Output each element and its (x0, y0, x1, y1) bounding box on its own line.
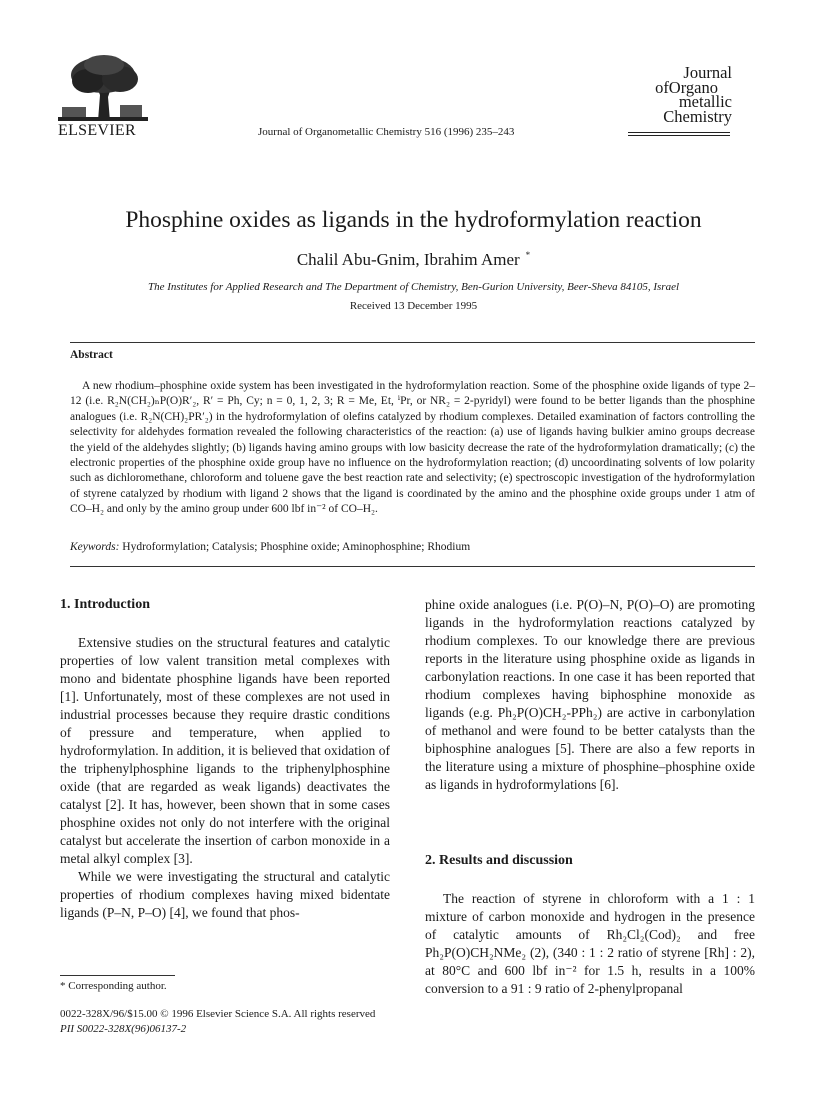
keywords (70, 541, 470, 553)
footnote-corresponding-author: * Corresponding author. (60, 980, 167, 992)
article-title: Phosphine oxides as ligands in the hydroformylation reaction (125, 207, 702, 233)
journal-logo-rule (628, 135, 730, 136)
journal-logo-line: metallic (678, 92, 732, 111)
journal-logo-line: ofOrgano (655, 77, 718, 97)
affiliation: The Institutes for Applied Research and The Department of Chemistry, Ben-Gurion University, Beer-Sheva 84105, Israel (147, 281, 680, 293)
journal-logo-line: Journal (683, 63, 732, 82)
abstract-heading: Abstract (70, 349, 113, 361)
abstract-top-rule (70, 342, 755, 343)
author-names: Chalil Abu-Gnim, Ibrahim Amer (296, 250, 520, 269)
abstract-body (70, 379, 755, 518)
copyright-block (60, 1007, 375, 1037)
abstract-paragraph: A new rhodium–phosphine oxide system has been investigated in the hydroformylation reaction. Some of the phosphine oxide ligands of type 2–12 (i.e. R₂N(CH₂)ₙP(O)R′₂, R′ = Ph, Cy; n = 0, 1, 2, 3; R = Me, Et, ⁱPr, or NR₂ = 2-pyridyl) were found to be better ligands than the phosphine analogues (i.e. R₂N(CH)₂PR′₂) in the hydroformylation of olefins catalyzed by rhodium complexes. Detailed examination of factors controlling the selectivity for aldehydes formation revealed the following characteristics of the reaction: (a) use of ligands having bulkier amino groups decrease the yield of the aldehydes slightly; (b) ligands having amino groups with low basicity decrease the rate of the hydroformylation dramatically; (c) the electronic properties of the phosphine oxide group have no influence on the hydroformylation reaction; (d) uncoordinating solvents of low polarity such as dichloromethane, chloroform and toluene gave the best reaction rate and selectivity; (e) spectroscopic investigation of the hydroformylation of styrene catalyzed by rhodium with ligand 2 shows that the ligand is coordinated by the amino and the phosphine oxide groups under 1 atm of CO–H₂ and only by the amino group under 600 lbf in⁻² of CO–H₂. (70, 380, 755, 516)
keywords-label: Keywords: (70, 541, 120, 553)
section-heading-results: 2. Results and discussion (425, 853, 573, 868)
journal-logo-line: Chemistry (663, 106, 732, 126)
pii-line: PII S0022-328X(96)06137-2 (60, 1023, 187, 1035)
introduction-continued (425, 596, 755, 794)
received-date: Received 13 December 1995 (349, 300, 478, 312)
authors (0, 250, 827, 270)
corresponding-author-mark: * (525, 250, 531, 260)
body-paragraph: Extensive studies on the structural features and catalytic properties of low valent transition metal complexes with mono and bidentate phosphine ligands have been reported [1]. Unfortunately, most of these complexes are not used in industrial processes because they require drastic conditions of pressure and temperature, when applied to hydroformylation. In addition, it is believed that oxidation of the triphenylphosphine ligands to the triphenylphosphine oxide (that are regarded as weak ligands) deactivates the catalyst [2]. It has, however, been shown that in some cases phosphine oxides not only do not interfere with the original catalyst but accelerate the insertion of carbon monoxide in a metal alkyl complex [3]. (60, 635, 390, 866)
results-body (425, 890, 755, 998)
elsevier-tree-logo (58, 55, 148, 121)
body-paragraph: phine oxide analogues (i.e. P(O)–N, P(O)–O) are promoting ligands in the hydroformylation reactions catalyzed by rhodium complexes. To our knowledge there are previous reports in the literature using phosphine oxide as ligands in carbonylation reactions. In one case it has been reported that rhodium complexes having biphosphine monoxide as ligands (e.g. Ph₂P(O)CH₂-PPh₂) are active in carbonylation of methanol and were found to be better catalysts than the biphosphine analogues [5]. There are also a few reports in the literature using a mixture of phosphine–phosphine oxide as ligands in hydroformylations [6]. (425, 597, 755, 792)
body-paragraph: While we were investigating the structural and catalytic properties of rhodium complexes having mixed bidentate ligands (P–N, P–O) [4], we found that phos- (60, 869, 390, 920)
keywords-list: Hydroformylation; Catalysis; Phosphine oxide; Aminophosphine; Rhodium (122, 541, 471, 553)
journal-title-logo (622, 63, 732, 126)
copyright-line: 0022-328X/96/$15.00 © 1996 Elsevier Science S.A. All rights reserved (60, 1008, 376, 1020)
publisher-name: ELSEVIER (58, 122, 136, 139)
footnote-rule (60, 975, 175, 976)
body-paragraph: The reaction of styrene in chloroform with a 1 : 1 mixture of carbon monoxide and hydrogen in the presence of catalytic amounts of Rh₂Cl₂(Cod)₂ and free Ph₂P(O)CH₂NMe₂ (2), (340 : 1 : 2 ratio of styrene [Rh] : 2), at 80°C and 600 lbf in⁻² for 1.5 h, results in a 100% conversion to a 91 : 9 ratio of 2-phenylpropanal (425, 891, 755, 996)
journal-logo-rule (628, 132, 730, 133)
journal-citation: Journal of Organometallic Chemistry 516 (1996) 235–243 (258, 126, 515, 138)
introduction-body (60, 634, 390, 922)
keywords-bottom-rule (70, 566, 755, 567)
section-heading-introduction: 1. Introduction (60, 597, 150, 612)
